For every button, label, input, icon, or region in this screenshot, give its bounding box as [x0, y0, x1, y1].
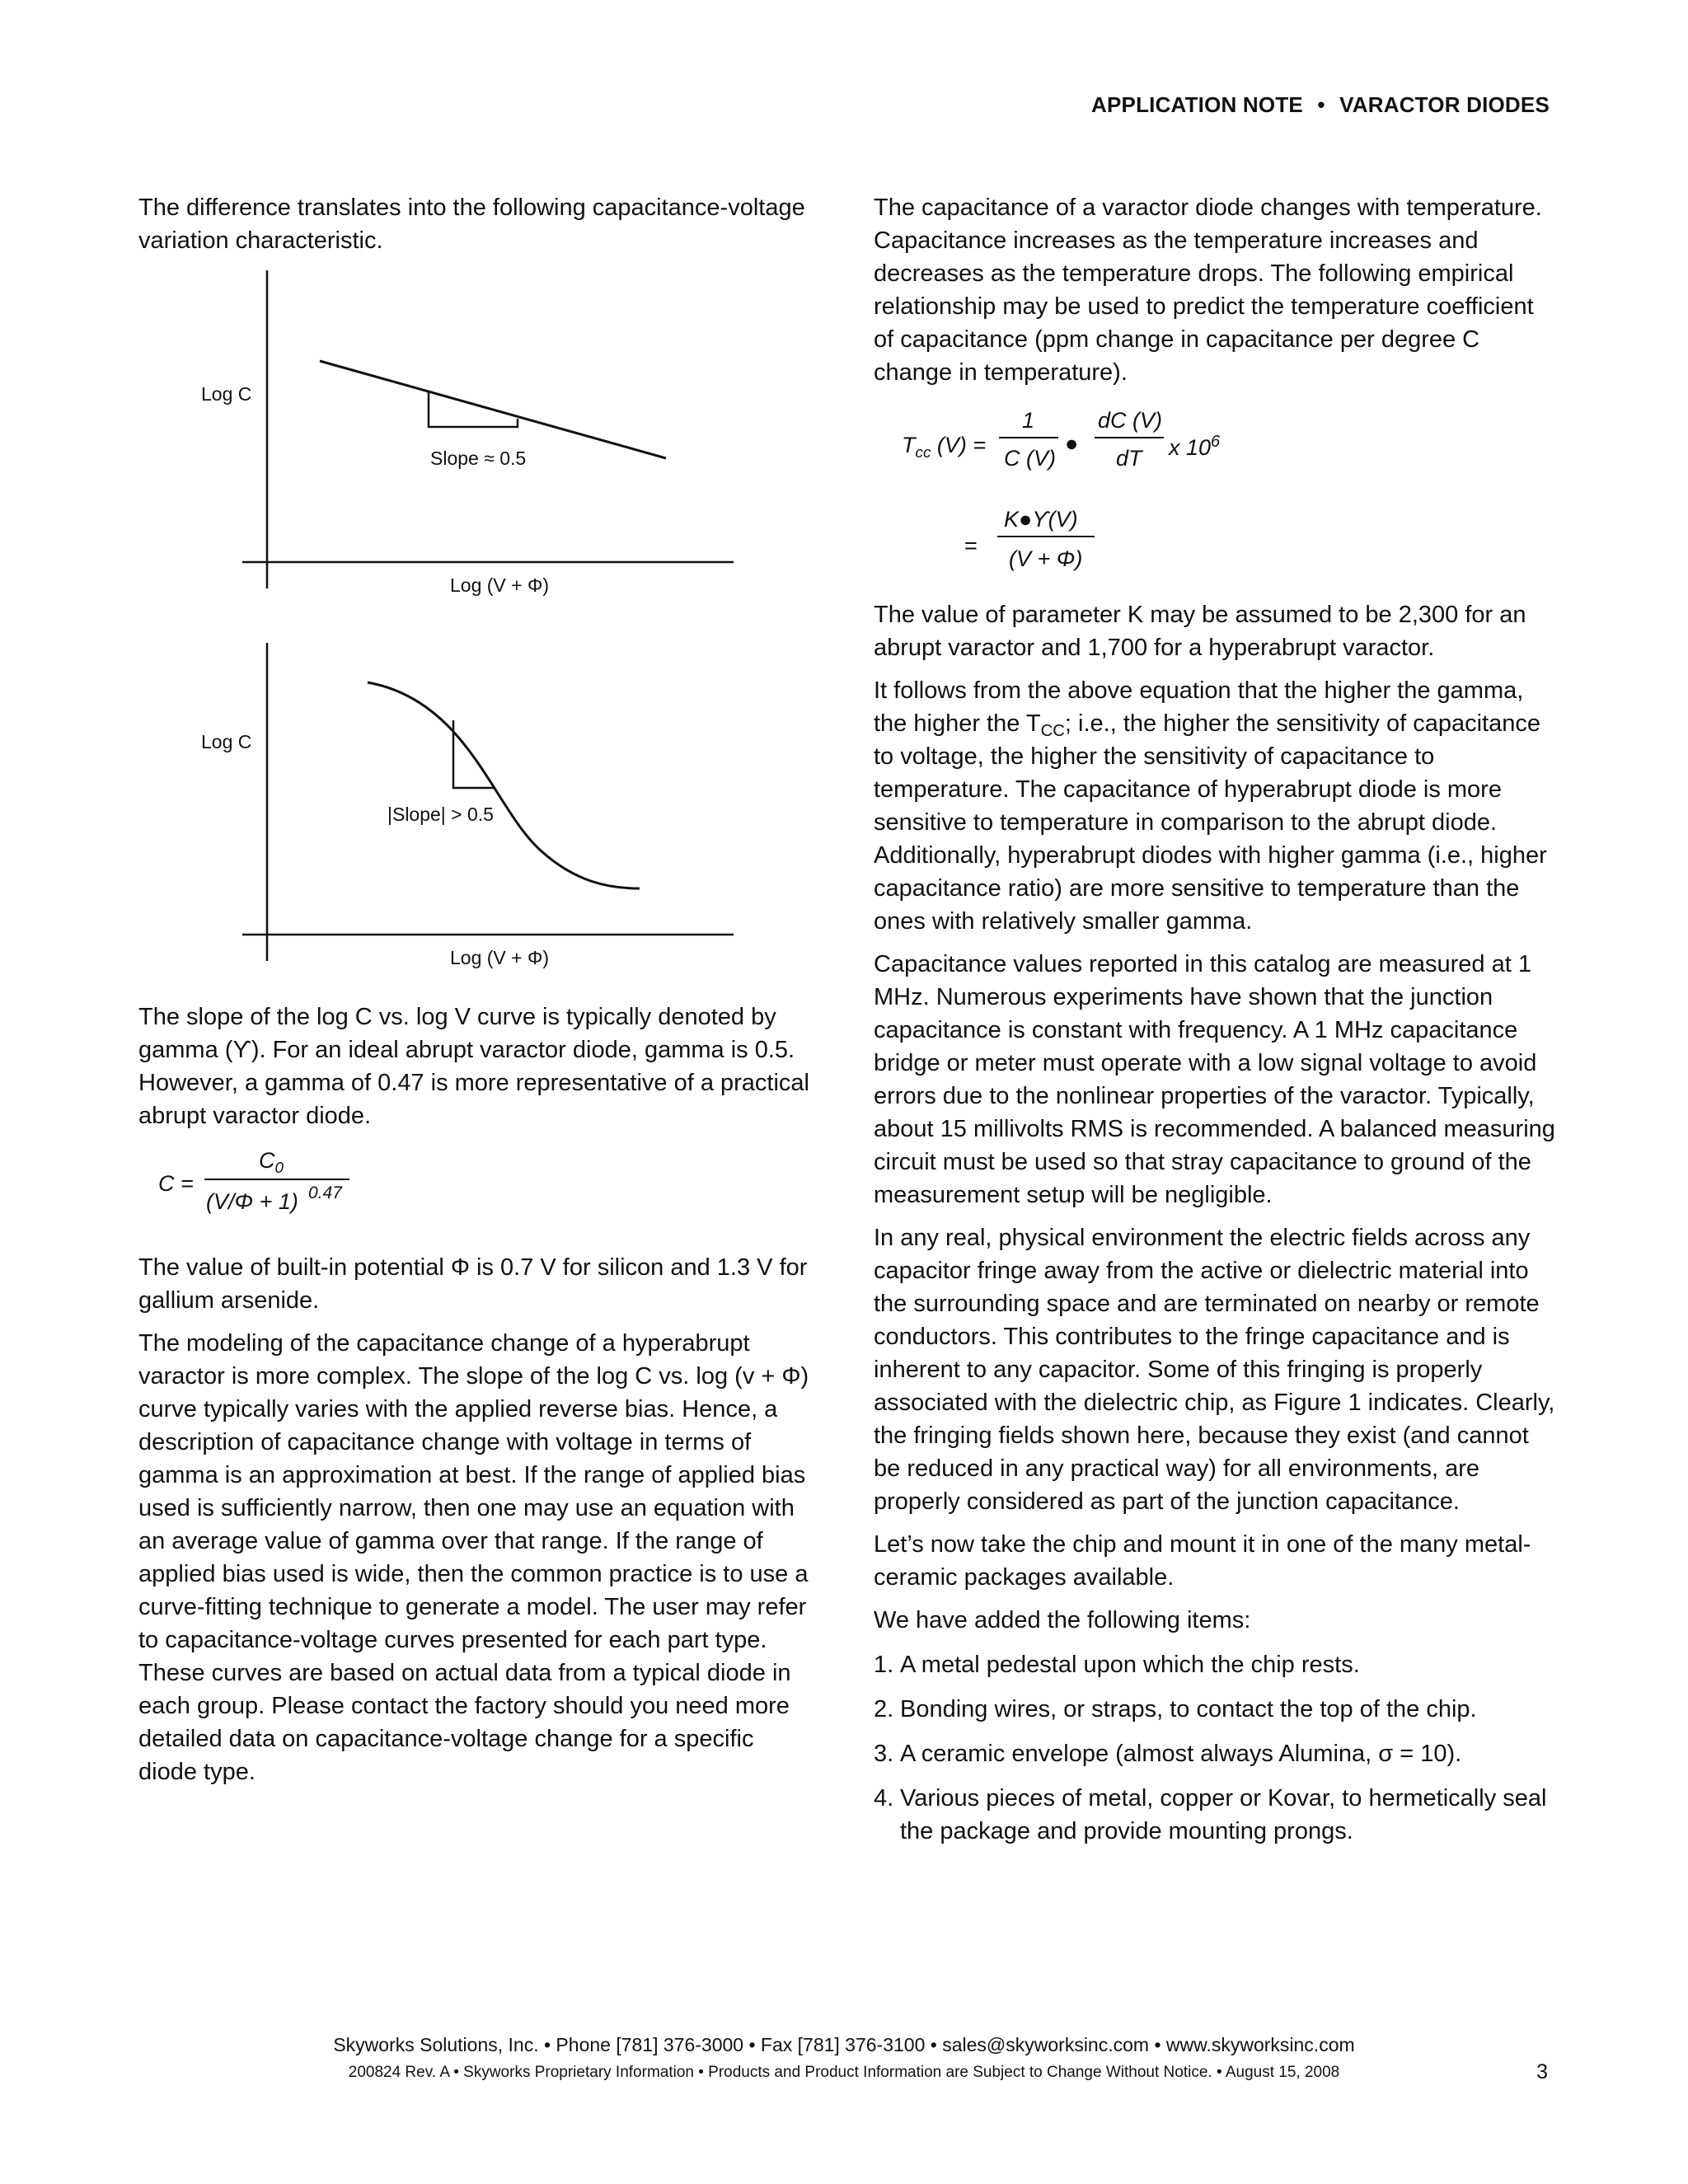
list-item-number: 3. — [874, 1741, 894, 1767]
eq-c-numerator: $C_0$ — [259, 1148, 284, 1177]
eq-tcc-frac3-bar — [997, 536, 1095, 537]
eq-tcc-equals: = — [964, 533, 978, 558]
left-column — [138, 191, 814, 1798]
added-items-paragraph: We have added the following items: — [874, 1607, 1251, 1633]
chart-abrupt — [138, 270, 814, 596]
chart2-curve — [368, 682, 640, 888]
list-item-text: Bonding wires, or straps, to contact the top of the chip. — [900, 1696, 1477, 1722]
gamma-tcc-paragraph: It follows from the above equation that the higher the gamma, the higher the $T_{CC}$; i.e., the higher the sensitivity of capacitance to voltage, the higher the sensitivity of capacitance to temperature. The capacitance of hyperabrupt diode is more sensitive to temperature in comparison to the abrupt diode. Additionally, hyperabrupt diodes with higher gamma (i.e., higher capacitance ratio) are more sensitive to temperature than the ones with relatively smaller gamma. — [874, 677, 1547, 935]
footer-contact-line: Skyworks Solutions, Inc. • Phone [781] 376-3000 • Fax [781] 376-3100 • sales@skyworksinc.com • www.skyworksinc.com — [333, 2034, 1355, 2055]
chart1-xlabel: Log (V + Φ) — [450, 574, 549, 596]
measurement-paragraph: Capacitance values reported in this catalog are measured at 1 MHz. Numerous experiments have shown that the junction capacitance is constant with frequency. A 1 MHz capacitance bridge or meter must operate with a low signal voltage to avoid errors due to the nonlinear properties of the varactor. Typically, about 15 millivolts RMS is recommended. A balanced measuring circuit must be used so that stray capacitance to ground of the measurement setup will be negligible. — [874, 951, 1555, 1208]
temperature-paragraph: The capacitance of a varactor diode changes with temperature. Capacitance increases as the temperature increases and decreases as the temperature drops. The following empirical relationship may be used to predict the temperature coefficient of capacitance (ppm change in capacitance per degree C change in temperature). — [874, 194, 1542, 386]
eq-tcc-frac2-den: dT — [1116, 446, 1142, 471]
eq-tcc-frac1-num: 1 — [1022, 408, 1035, 433]
eq-tcc-frac2-bar — [1095, 437, 1164, 438]
list-item-text: Various pieces of metal, copper or Kovar, to hermetically seal the package and provide mounting prongs. — [900, 1785, 1547, 1844]
eq-tcc-frac1-bar — [999, 437, 1058, 438]
header-separator: • — [1317, 92, 1325, 117]
header-subtitle: VARACTOR DIODES — [1339, 92, 1550, 117]
footer-legal-line: 200824 Rev. A • Skyworks Proprietary Information • Products and Product Information are Subject to Change Without Notice. • August 15, 2008 — [348, 2064, 1340, 2081]
slope-paragraph: The slope of the log C vs. log V curve is typically denoted by gamma (ϒ). For an ideal abrupt varactor diode, gamma is 0.5. However, a gamma of 0.47 is more representative of a practical abrupt varactor diode. — [138, 1004, 809, 1129]
chart1-annotation: Slope ≈ 0.5 — [430, 448, 527, 469]
eq-tcc-frac2-num: dC (V) — [1098, 408, 1163, 433]
page-number: 3 — [1536, 2060, 1548, 2083]
header-title: APPLICATION NOTE — [1091, 92, 1303, 117]
list-item-number: 2. — [874, 1696, 894, 1722]
list-item-number: 1. — [874, 1652, 894, 1678]
chart2-xlabel: Log (V + Φ) — [450, 947, 549, 968]
eq-tcc-frac3-num: K●ϒ(V) — [1004, 507, 1078, 532]
eq-tcc-frac3-den: (V + Φ) — [1009, 546, 1083, 571]
right-column — [874, 191, 1558, 1859]
fringe-paragraph: In any real, physical environment the electric fields across any capacitor fringe away from the active or dielectric material into the surrounding space and are terminated on nearby or remote conductors. This contributes to the fringe capacitance and is inherent to any capacitor. Some of this fringing is properly associated with the dielectric chip, as Figure 1 indicates. Clearly, the fringing fields shown here, because they exist (and cannot be reduced in any practical way) for all environments, are properly considered as part of the junction capacitance. — [874, 1225, 1555, 1515]
items-list — [874, 1648, 1558, 1848]
list-item — [874, 1782, 1558, 1848]
eq-c-lhs: C = — [158, 1171, 194, 1196]
list-item — [874, 1737, 1558, 1770]
chart1-curve — [320, 361, 666, 458]
equation-tcc — [874, 404, 1558, 598]
list-item-number: 4. — [874, 1785, 894, 1811]
eq-tcc-lhs: $T_{cc}$ (V) = — [902, 433, 987, 462]
chart-hyperabrupt-svg — [138, 643, 814, 968]
equation-capacitance — [138, 1144, 814, 1236]
chart2-annotation: |Slope| > 0.5 — [387, 804, 494, 825]
list-item-text: A metal pedestal upon which the chip rests. — [900, 1652, 1360, 1678]
chart1-ylabel: Log C — [201, 383, 252, 405]
eq-c-denominator: (V/Φ + 1) — [206, 1189, 298, 1214]
page-header — [1091, 92, 1550, 118]
eq-tcc-scale: x $10^6$ — [1169, 433, 1221, 460]
intro-paragraph: The difference translates into the following capacitance-voltage variation characteristic. — [138, 194, 805, 254]
k-parameter-paragraph: The value of parameter K may be assumed to be 2,300 for an abrupt varactor and 1,700 for a hyperabrupt varactor. — [874, 602, 1526, 661]
eq-c-exponent: 0.47 — [308, 1183, 342, 1202]
mount-paragraph: Let’s now take the chip and mount it in one of the many metal-ceramic packages available. — [874, 1531, 1531, 1591]
list-item — [874, 1693, 1558, 1726]
eq-tcc-frac1-den: C (V) — [1004, 446, 1056, 471]
builtin-potential-paragraph: The value of built-in potential Φ is 0.7 V for silicon and 1.3 V for gallium arsenide. — [138, 1254, 808, 1314]
chart2-ylabel: Log C — [201, 731, 252, 752]
list-item — [874, 1648, 1558, 1681]
chart-abrupt-svg — [138, 270, 814, 596]
list-item-text: A ceramic envelope (almost always Alumina, σ = 10). — [900, 1741, 1462, 1767]
eq-tcc-dot: ● — [1065, 431, 1079, 456]
modeling-paragraph: The modeling of the capacitance change of a hyperabrupt varactor is more complex. The slope of the log C vs. log (v + Φ) curve typically varies with the applied reverse bias. Hence, a description of capacitance change with voltage in terms of gamma is an approximation at best. If the range of applied bias used is sufficiently narrow, then one may use an equation with an average value of gamma over that range. If the range of applied bias used is wide, then the common practice is to use a curve-fitting technique to generate a model. The user may refer to capacitance-voltage curves presented for each part type. These curves are based on actual data from a typical diode in each group. Please contact the factory should you need more detailed data on capacitance-voltage change for a specific diode type. — [138, 1330, 809, 1785]
chart-hyperabrupt — [138, 643, 814, 968]
chart1-slope-triangle — [429, 392, 518, 427]
